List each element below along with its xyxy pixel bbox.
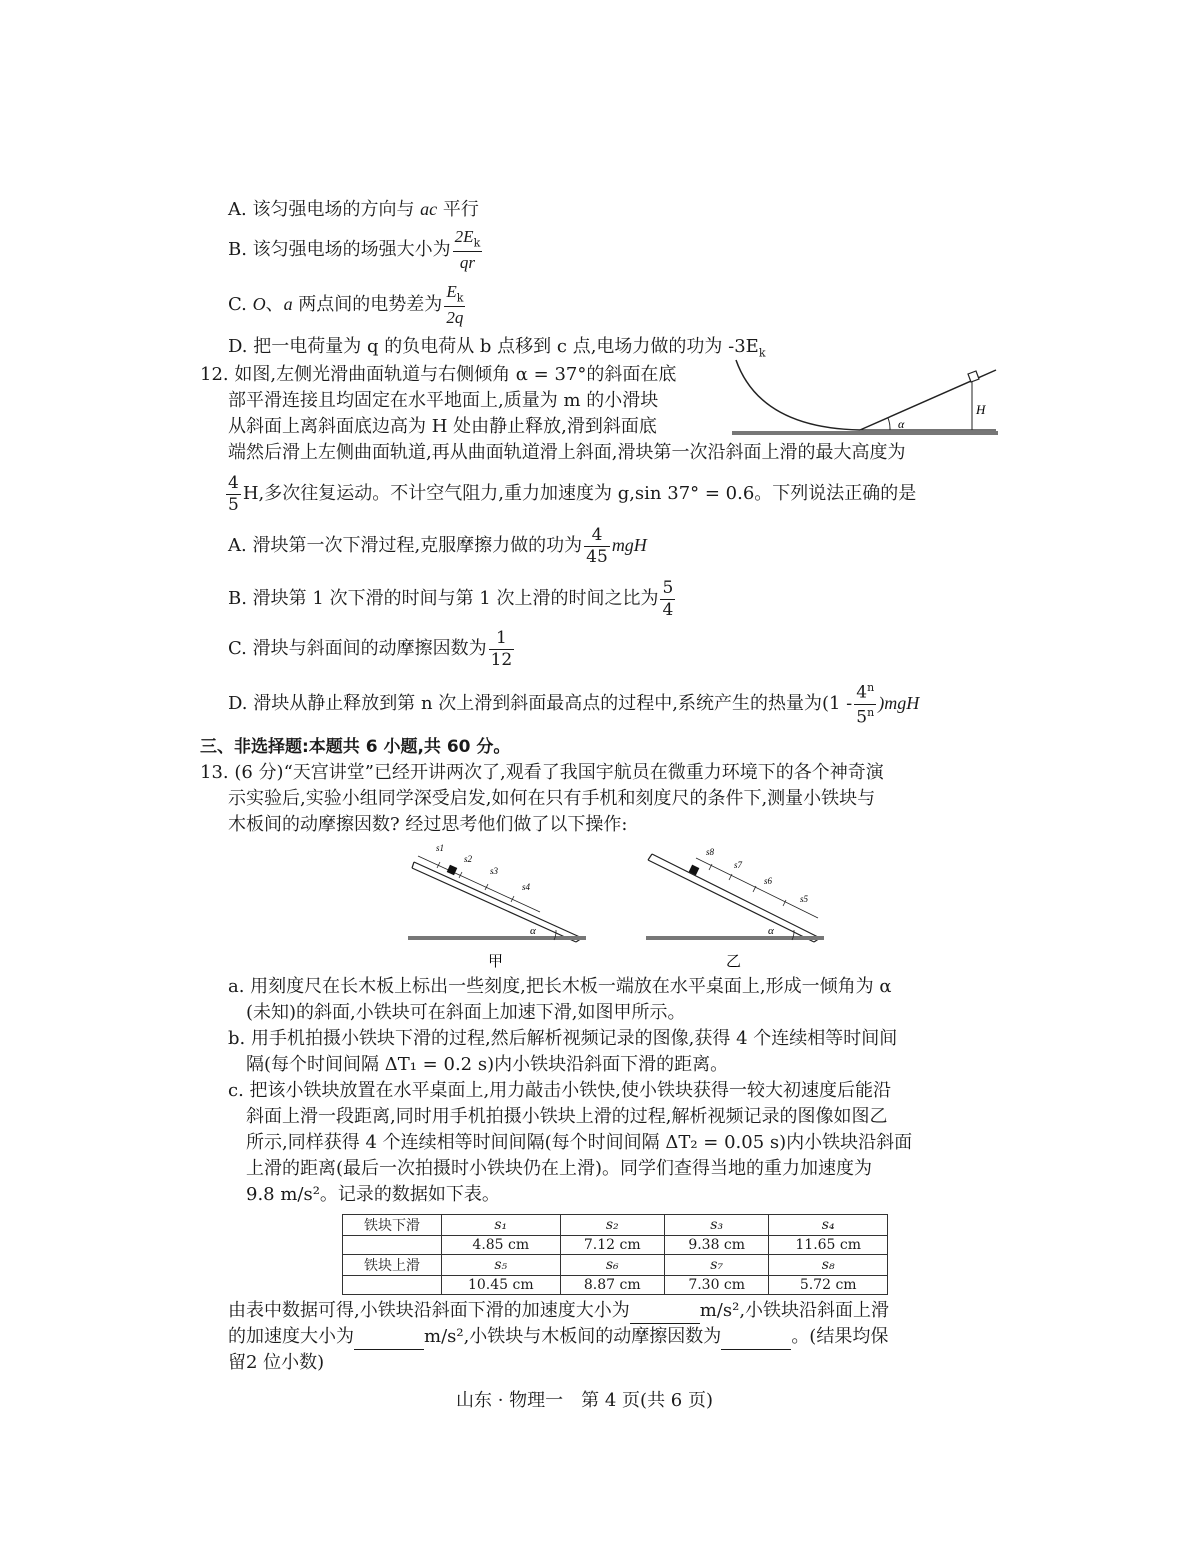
q12-line-4: 端然后滑上左侧曲面轨道,再从曲面轨道滑上斜面,滑块第一次沿斜面上滑的最大高度为: [228, 442, 906, 463]
table-row: [343, 1255, 888, 1276]
data-table: [342, 1214, 888, 1295]
q13-tail-line-2: 的加速度大小为 m/s²,小铁块与木板间的动摩擦因数为 。(结果均保: [228, 1324, 888, 1350]
section-3-title: 三、非选择题:本题共 6 小题,共 60 分。: [200, 737, 511, 757]
step-b-line-2: 隔(每个时间间隔 ΔT₁ = 0.2 s)内小铁块沿斜面下滑的距离。: [246, 1054, 729, 1075]
table-head: s₁: [442, 1215, 561, 1236]
table-cell: 7.30 cm: [664, 1276, 768, 1295]
q12-line-2: 部平滑连接且均固定在水平地面上,质量为 m 的小滑块: [228, 390, 659, 411]
jia-s2-label: s2: [464, 854, 473, 864]
yi-s6-label: s6: [764, 876, 773, 886]
table-head: s₇: [664, 1255, 768, 1276]
table-row: [343, 1215, 888, 1236]
figure-jia: [404, 844, 594, 972]
q12-h-label: H: [976, 402, 986, 417]
q13-line-1: 13. (6 分)“天宫讲堂”已经开讲两次了,观看了我国宇航员在微重力环境下的各个神奇演: [200, 762, 884, 783]
step-c-line-2: 斜面上滑一段距离,同时用手机拍摄小铁块上滑的过程,解析视频记录的图像如图乙: [246, 1106, 888, 1127]
table-head: s₂: [560, 1215, 664, 1236]
empty-cell: [343, 1236, 442, 1255]
page-footer: 山东 · 物理一 第 4 页(共 6 页): [456, 1390, 713, 1411]
q13-line-3: 木板间的动摩擦因数? 经过思考他们做了以下操作:: [228, 814, 628, 835]
row1-label: 铁块下滑: [343, 1215, 442, 1236]
table-head: s₄: [769, 1215, 888, 1236]
q12-line-5: $\frac{4}{5}$ H,多次往复运动。不计空气阻力,重力加速度为 g,sin 37° = 0.6。下列说法正确的是: [228, 472, 917, 515]
step-a-line-1: a. 用刻度尺在长木板上标出一些刻度,把长木板一端放在水平桌面上,形成一倾角为 α: [228, 976, 892, 997]
table-cell: 4.85 cm: [442, 1236, 561, 1255]
table-head: s₅: [442, 1255, 561, 1276]
table-row: [343, 1236, 888, 1255]
q12-line-3: 从斜面上离斜面底边高为 H 处由静止释放,滑到斜面底: [228, 416, 657, 437]
jia-s4-label: s4: [522, 882, 531, 892]
q13-line-2: 示实验后,实验小组同学深受启发,如何在只有手机和刻度尺的条件下,测量小铁块与: [228, 788, 876, 809]
q12-option-b: B. 滑块第 1 次下滑的时间与第 1 次上滑的时间之比为 $\frac{5}{4}$: [228, 577, 674, 620]
step-c-line-1: c. 把该小铁块放置在水平桌面上,用力敲击小铁快,使小铁块获得一较大初速度后能沿: [228, 1080, 891, 1101]
q12-line-1: 12. 如图,左侧光滑曲面轨道与右侧倾角 α = 37°的斜面在底: [200, 364, 677, 385]
answer-blank-3[interactable]: [721, 1331, 791, 1350]
table-head: s₆: [560, 1255, 664, 1276]
table-cell: 10.45 cm: [442, 1276, 561, 1295]
step-a-line-2: (未知)的斜面,小铁块可在斜面上加速下滑,如图甲所示。: [246, 1002, 686, 1023]
q12-angle-label: α: [898, 417, 905, 431]
yi-s7-label: s7: [734, 860, 743, 870]
answer-blank-1[interactable]: [630, 1305, 700, 1324]
q12-figure: [730, 356, 1002, 438]
answer-blank-2[interactable]: [354, 1331, 424, 1350]
q12-option-d: D. 滑块从静止释放到第 n 次上滑到斜面最高点的过程中,系统产生的热量为(1 - $\frac{4^n}{5^n}$ )mgH: [228, 680, 920, 728]
q11-option-c: C. O、a 两点间的电势差为 $\frac{E_k}{2q}$: [228, 282, 464, 327]
table-cell: 11.65 cm: [769, 1236, 888, 1255]
row2-label: 铁块上滑: [343, 1255, 442, 1276]
step-c-line-3: 所示,同样获得 4 个连续相等时间间隔(每个时间间隔 ΔT₂ = 0.05 s)内小铁块沿斜面: [246, 1132, 913, 1153]
step-c-line-4: 上滑的距离(最后一次拍摄时小铁块仍在上滑)。同学们查得当地的重力加速度为: [246, 1158, 873, 1179]
table-cell: 9.38 cm: [664, 1236, 768, 1255]
yi-caption: 乙: [726, 954, 742, 970]
yi-angle-label: α: [768, 925, 774, 937]
jia-angle-label: α: [530, 925, 536, 937]
empty-cell: [343, 1276, 442, 1295]
q13-tail-line-1: 由表中数据可得,小铁块沿斜面下滑的加速度大小为 m/s²,小铁块沿斜面上滑: [228, 1298, 889, 1324]
jia-s1-label: s1: [436, 844, 445, 853]
step-b-line-1: b. 用手机拍摄小铁块下滑的过程,然后解析视频记录的图像,获得 4 个连续相等时间间: [228, 1028, 898, 1049]
table-head: s₃: [664, 1215, 768, 1236]
q12-option-c: C. 滑块与斜面间的动摩擦因数为 $\frac{1}{12}$: [228, 627, 513, 670]
table-cell: 5.72 cm: [769, 1276, 888, 1295]
jia-s3-label: s3: [490, 866, 499, 876]
yi-s5-label: s5: [800, 894, 809, 904]
table-row: [343, 1276, 888, 1295]
q13-tail-line-3: 留2 位小数): [228, 1352, 325, 1373]
q11-option-d: D. 把一电荷量为 q 的负电荷从 b 点移到 c 点,电场力做的功为 $-3E_k$: [228, 336, 766, 360]
q11-option-a: A. 该匀强电场的方向与 ac 平行: [228, 199, 479, 220]
yi-s8-label: s8: [706, 847, 715, 857]
table-cell: 8.87 cm: [560, 1276, 664, 1295]
q11-option-b: B. 该匀强电场的场强大小为 $\frac{2E_k}{qr}$: [228, 227, 481, 272]
table-head: s₈: [769, 1255, 888, 1276]
step-c-line-5: 9.8 m/s²。记录的数据如下表。: [246, 1184, 500, 1205]
jia-caption: 甲: [488, 954, 504, 970]
figure-yi: [642, 844, 832, 972]
q12-option-a: A. 滑块第一次下滑过程,克服摩擦力做的功为 $\frac{4}{45}$ mgH: [228, 524, 647, 567]
table-cell: 7.12 cm: [560, 1236, 664, 1255]
